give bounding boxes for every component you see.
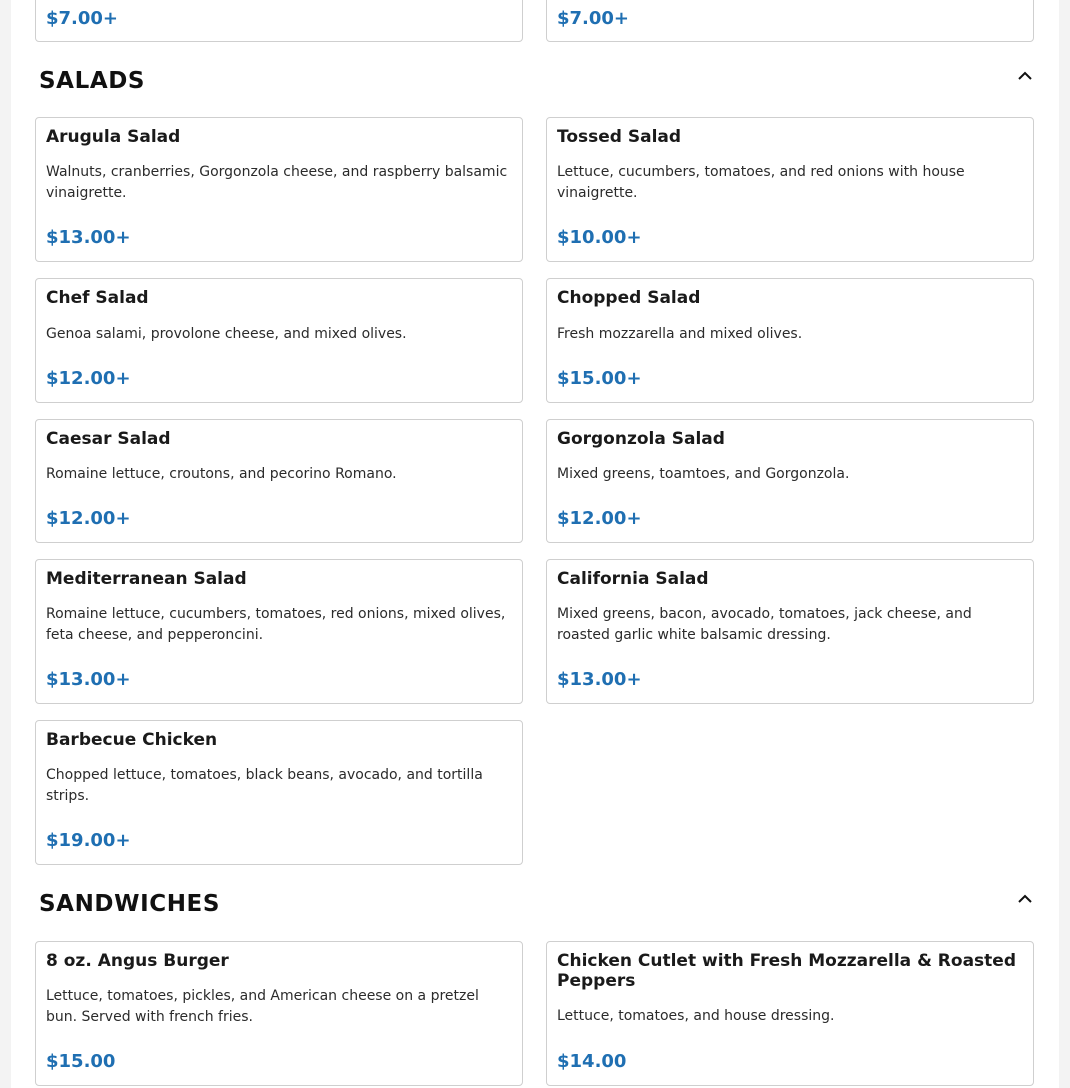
item-description: Chopped lettuce, tomatoes, black beans, avocado, and tortilla strips.: [46, 767, 483, 804]
item-price: $14.00: [557, 1051, 627, 1072]
item-description: Mixed greens, toamtoes, and Gorgonzola.: [557, 466, 850, 482]
item-description: Lettuce, tomatoes, and house dressing.: [557, 1008, 835, 1024]
section-title-salads: SALADS: [39, 68, 146, 94]
item-description: Romaine lettuce, cucumbers, tomatoes, red onions, mixed olives, feta cheese, and pepperoncini.: [46, 606, 506, 643]
item-price: $7.00+: [557, 8, 630, 29]
menu-item-card[interactable]: [35, 941, 523, 1086]
item-name: Chicken Cutlet with Fresh Mozzarella & Roasted Peppers: [557, 951, 1016, 991]
item-price: $19.00+: [46, 830, 131, 851]
menu-item-card[interactable]: [35, 117, 523, 262]
menu-item-card[interactable]: [546, 117, 1034, 262]
item-description: Lettuce, tomatoes, pickles, and American cheese on a pretzel bun. Served with french fries.: [46, 988, 479, 1025]
item-price: $10.00+: [557, 227, 642, 248]
item-description: Walnuts, cranberries, Gorgonzola cheese, and raspberry balsamic vinaigrette.: [46, 164, 508, 201]
item-name: Mediterranean Salad: [46, 569, 247, 589]
item-description: Lettuce, cucumbers, tomatoes, and red onions with house vinaigrette.: [557, 164, 965, 201]
item-price: $13.00+: [46, 227, 131, 248]
item-price: $12.00+: [557, 508, 642, 529]
item-name: Chopped Salad: [557, 288, 701, 308]
item-name: Chef Salad: [46, 288, 149, 308]
item-description: Mixed greens, bacon, avocado, tomatoes, jack cheese, and roasted garlic white balsamic dressing.: [557, 606, 972, 643]
item-description: Romaine lettuce, croutons, and pecorino Romano.: [46, 466, 397, 482]
item-description: Genoa salami, provolone cheese, and mixed olives.: [46, 326, 407, 342]
chevron-up-icon[interactable]: [1015, 889, 1035, 909]
item-price: $13.00+: [557, 669, 642, 690]
menu-item-card[interactable]: [546, 0, 1034, 42]
item-name: Arugula Salad: [46, 127, 181, 147]
menu-item-card[interactable]: [35, 0, 523, 42]
item-price: $13.00+: [46, 669, 131, 690]
item-price: $12.00+: [46, 508, 131, 529]
menu-item-card[interactable]: [546, 419, 1034, 543]
chevron-up-icon[interactable]: [1015, 66, 1035, 86]
menu-item-card[interactable]: [546, 278, 1034, 403]
menu-item-card[interactable]: [35, 559, 523, 704]
item-price: $12.00+: [46, 368, 131, 389]
menu-item-card[interactable]: [35, 720, 523, 865]
menu-page: [11, 0, 1059, 1088]
item-name: Gorgonzola Salad: [557, 429, 725, 449]
menu-item-card[interactable]: [35, 278, 523, 403]
item-name: Barbecue Chicken: [46, 730, 218, 750]
menu-item-card[interactable]: [546, 559, 1034, 704]
menu-item-card[interactable]: [546, 941, 1034, 1086]
item-price: $7.00+: [46, 8, 119, 29]
item-price: $15.00+: [557, 368, 642, 389]
menu-item-card[interactable]: [35, 419, 523, 543]
item-name: 8 oz. Angus Burger: [46, 951, 229, 971]
item-price: $15.00: [46, 1051, 116, 1072]
item-name: California Salad: [557, 569, 709, 589]
item-name: Tossed Salad: [557, 127, 682, 147]
item-name: Caesar Salad: [46, 429, 171, 449]
section-title-sandwiches: SANDWICHES: [39, 891, 221, 917]
item-description: Fresh mozzarella and mixed olives.: [557, 326, 803, 342]
